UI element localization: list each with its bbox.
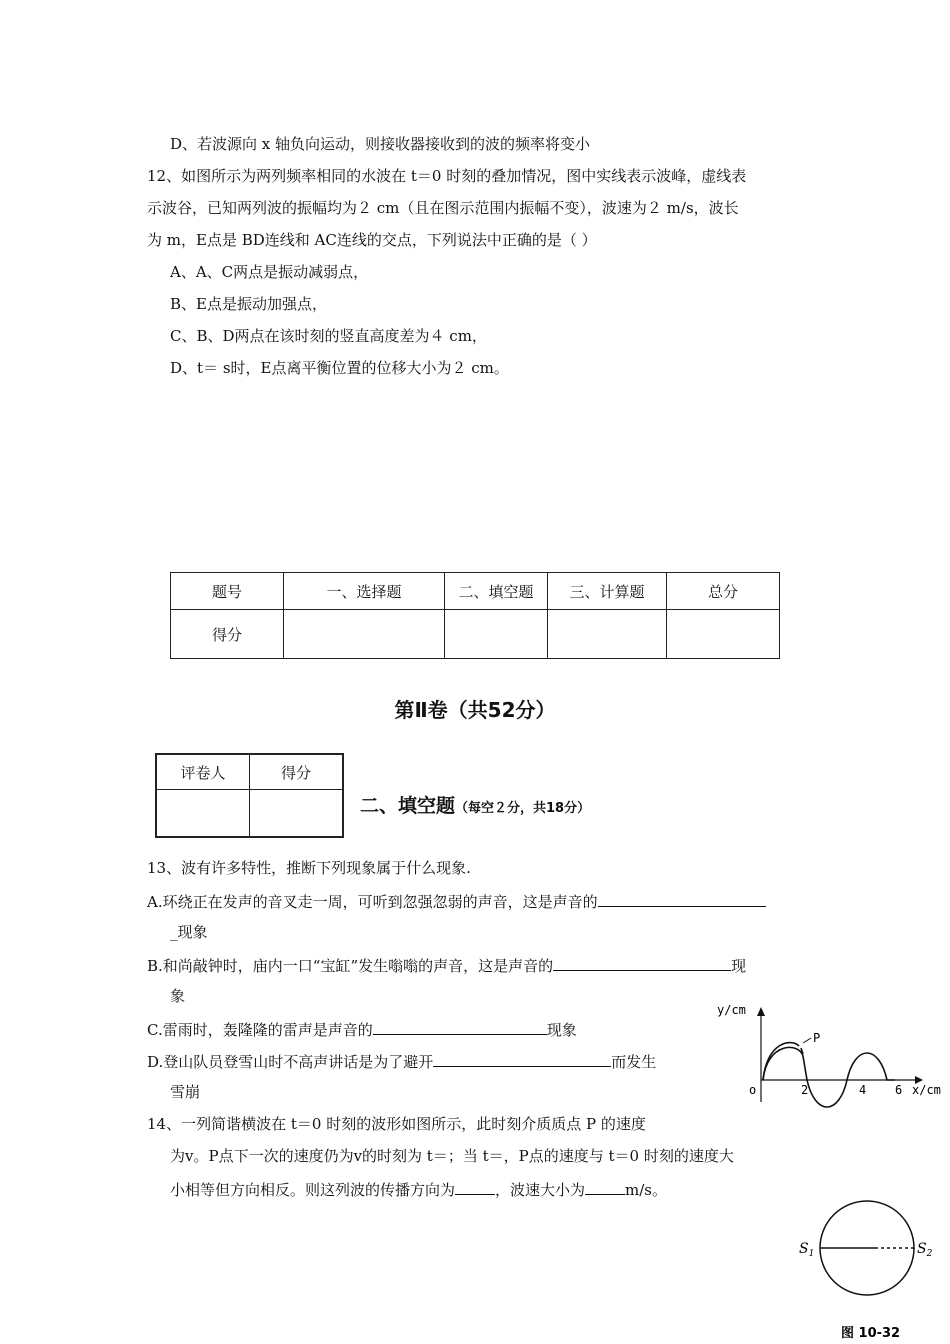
grader-header: 评卷人 <box>156 754 250 790</box>
score-header-cell: 一、选择题 <box>284 573 445 610</box>
q12-stem-line2: 示波谷，已知两列波的振幅均为２ cm（且在图示范围内振幅不变），波速为２ m/s，波长 <box>147 199 739 217</box>
section-title <box>360 791 590 818</box>
part2-title: 第Ⅱ卷（共52分） <box>394 698 556 722</box>
wave-curve <box>763 1047 895 1107</box>
q11-option-d: D、若波源向 x 轴负向运动，则接收器接收到的波的频率将变小 <box>170 135 591 153</box>
q12-option-a: A、A、C两点是振动减弱点， <box>170 263 369 281</box>
score-header-cell: 题号 <box>171 573 284 610</box>
y-axis-label: y/cm <box>717 1003 746 1017</box>
q14-line3-a: 小相等但方向相反。则这列波的传播方向为 <box>170 1181 456 1199</box>
answer-blank[interactable] <box>598 890 766 907</box>
answer-blank[interactable] <box>585 1178 625 1195</box>
x-axis-label: x/cm <box>912 1083 941 1097</box>
score-cell[interactable] <box>667 610 780 659</box>
q13-item-c <box>147 1018 577 1040</box>
q13-d-text: D.登山队员登雪山时不高声讲话是为了避开 <box>147 1053 434 1071</box>
q14-line3-b: ，波速大小为 <box>495 1181 586 1199</box>
s1-letter: S <box>799 1241 809 1257</box>
section-note: （每空２分，共18分） <box>455 801 591 816</box>
q12-option-b: B、E点是振动加强点， <box>170 295 327 313</box>
score-cell[interactable] <box>548 610 667 659</box>
q13-b-end: 现 <box>731 957 747 975</box>
q13-b-text: B.和尚敲钟时，庙内一口“宝缸”发生嗡嗡的声音，这是声音的 <box>147 957 554 975</box>
circle-figure <box>795 1200 945 1344</box>
grader-score-header: 得分 <box>250 754 344 790</box>
q13-b-tail: 象 <box>170 987 186 1005</box>
score-cell[interactable] <box>445 610 548 659</box>
point-p-marker <box>803 1038 811 1043</box>
q12-stem-line3: 为 m，E点是 BD连线和 AC连线的交点，下列说法中正确的是（ ） <box>147 231 597 249</box>
score-cell[interactable] <box>284 610 445 659</box>
grader-score-cell[interactable] <box>250 790 344 838</box>
x-tick-label: 2 <box>801 1083 809 1097</box>
q13-item-a <box>147 890 766 912</box>
q12-option-c: C、B、D两点在该时刻的竖直高度差为４ cm， <box>170 327 487 345</box>
q14-line1: 14、一列简谐横波在 t＝0 时刻的波形如图所示，此时刻介质质点 P 的速度 <box>147 1115 646 1133</box>
score-header-cell: 三、计算题 <box>548 573 667 610</box>
q14-line2: 为v。P点下一次的速度仍为v的时刻为 t＝；当 t＝，P点的速度与 t＝0 时刻的速度大 <box>170 1147 734 1165</box>
s2-subscript: 2 <box>926 1249 933 1259</box>
grader-cell[interactable] <box>156 790 250 838</box>
score-header-cell: 二、填空题 <box>445 573 548 610</box>
score-table <box>170 572 780 659</box>
q13-item-b <box>147 954 746 976</box>
score-row-label: 得分 <box>171 610 284 659</box>
q14-line3-c: m/s。 <box>625 1181 668 1199</box>
q13-d-end: 而发生 <box>611 1053 657 1071</box>
x-tick-label: 6 <box>895 1083 903 1097</box>
q13-a-text: A.环绕正在发声的音叉走一周，可听到忽强忽弱的声音，这是声音的 <box>147 893 598 911</box>
s2-label <box>917 1241 933 1259</box>
q13-item-d <box>147 1050 656 1072</box>
q13-c-end: 现象 <box>546 1021 577 1039</box>
q12-option-d: D、t＝ s时，E点离平衡位置的位移大小为２ cm。 <box>170 359 509 377</box>
answer-blank[interactable] <box>373 1018 547 1035</box>
score-table-score-row <box>171 610 780 659</box>
point-p-label: P <box>813 1031 821 1045</box>
section-title-text: 二、填空题 <box>360 795 456 817</box>
s1-subscript: 1 <box>808 1249 815 1259</box>
score-table-header-row <box>171 573 780 610</box>
grader-table <box>155 753 344 838</box>
y-axis-arrow-icon <box>757 1007 765 1016</box>
wave-graph <box>715 1000 945 1110</box>
origin-label: o <box>749 1083 757 1097</box>
q13-stem: 13、波有许多特性，推断下列现象属于什么现象. <box>147 859 471 877</box>
q14-line3 <box>170 1178 667 1200</box>
figure-caption: 图 10-32 <box>841 1326 901 1341</box>
answer-blank[interactable] <box>553 954 731 971</box>
score-header-cell: 总分 <box>667 573 780 610</box>
q13-c-text: C.雷雨时，轰隆隆的雷声是声音的 <box>147 1021 373 1039</box>
q13-d-tail: 雪崩 <box>170 1083 201 1101</box>
answer-blank[interactable] <box>455 1178 495 1195</box>
s2-letter: S <box>917 1241 927 1257</box>
answer-blank[interactable] <box>433 1050 611 1067</box>
q12-stem-line1: 12、如图所示为两列频率相同的水波在 t＝0 时刻的叠加情况，图中实线表示波峰，虚线表 <box>147 167 747 185</box>
s1-label <box>799 1241 814 1259</box>
x-tick-label: 4 <box>859 1083 867 1097</box>
q13-a-tail: _现象 <box>170 923 208 941</box>
